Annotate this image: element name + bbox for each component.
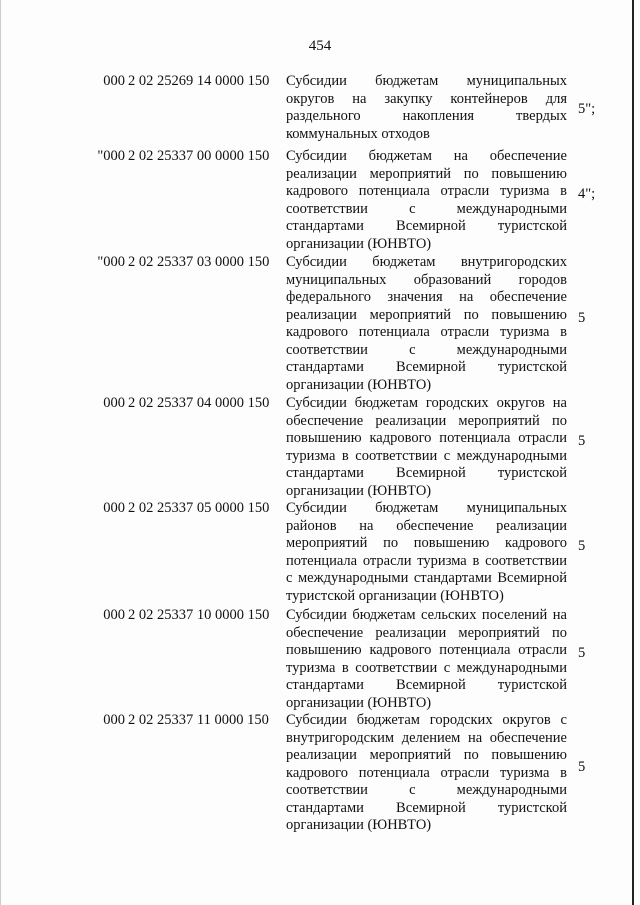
admin-code: "000 [97, 254, 125, 270]
description: Субсидии бюджетам муниципальных округов на закупку контейнеров для раздельного накопления твердых коммунальных отходов [286, 73, 567, 142]
budget-code: 2 02 25337 11 0000 150 [128, 712, 269, 728]
budget-code: 2 02 25337 10 0000 150 [128, 607, 270, 623]
row-value: 5"; [578, 101, 596, 117]
budget-code-table [0, 73, 640, 837]
page-number: 454 [308, 38, 332, 54]
admin-code: 000 [103, 712, 125, 728]
table-row [0, 607, 640, 712]
budget-code: 2 02 25337 05 0000 150 [128, 500, 270, 516]
row-value: 5 [578, 759, 586, 775]
row-value: 5 [578, 310, 586, 326]
budget-code: 2 02 25337 03 0000 150 [128, 254, 270, 270]
description: Субсидии бюджетам городских округов на обеспечение реализации мероприятий по повышению кадрового потенциала отрасли туризма в соответствии с международными стандартами Всемирной туристской организации (ЮНВТО) [286, 395, 567, 499]
admin-code: "000 [97, 148, 125, 164]
row-value: 5 [578, 433, 586, 449]
table-row [0, 500, 640, 607]
table-row [0, 395, 640, 500]
admin-code: 000 [103, 607, 125, 623]
row-value: 5 [578, 538, 586, 554]
table-row [0, 148, 640, 254]
table-row [0, 73, 640, 148]
description: Субсидии бюджетам внутригородских муниципальных образований городов федерального значения на обеспечение реализации мероприятий по повышению кадрового потенциала отрасли туризма в соответствии с международными стандартами Всемирной туристской организации (ЮНВТО) [286, 254, 567, 393]
table-row [0, 712, 640, 837]
description: Субсидии бюджетам городских округов с внутригородским делением на обеспечение реализации мероприятий по повышению кадрового потенциала отрасли туризма в соответствии с международными стандартами Всемирной туристской организации (ЮНВТО) [286, 712, 567, 833]
admin-code: 000 [103, 395, 125, 411]
description: Субсидии бюджетам сельских поселений на обеспечение реализации мероприятий по повышению кадрового потенциала отрасли туризма в соответствии с международными стандартами Всемирной туристской организации (ЮНВТО) [286, 607, 567, 711]
description: Субсидии бюджетам муниципальных районов на обеспечение реализации мероприятий по повышению кадрового потенциала отрасли туризма в соответствии с международными стандартами Всемирной туристской организации (ЮНВТО) [286, 500, 567, 604]
budget-code: 2 02 25269 14 0000 150 [128, 73, 270, 89]
row-value: 4"; [578, 186, 596, 202]
budget-code: 2 02 25337 04 0000 150 [128, 395, 270, 411]
admin-code: 000 [103, 73, 125, 89]
table-row [0, 254, 640, 395]
budget-code: 2 02 25337 00 0000 150 [128, 148, 270, 164]
admin-code: 000 [103, 500, 125, 516]
row-value: 5 [578, 645, 586, 661]
description: Субсидии бюджетам на обеспечение реализации мероприятий по повышению кадрового потенциала отрасли туризма в соответствии с международными стандартами Всемирной туристской организации (ЮНВТО) [286, 148, 567, 252]
